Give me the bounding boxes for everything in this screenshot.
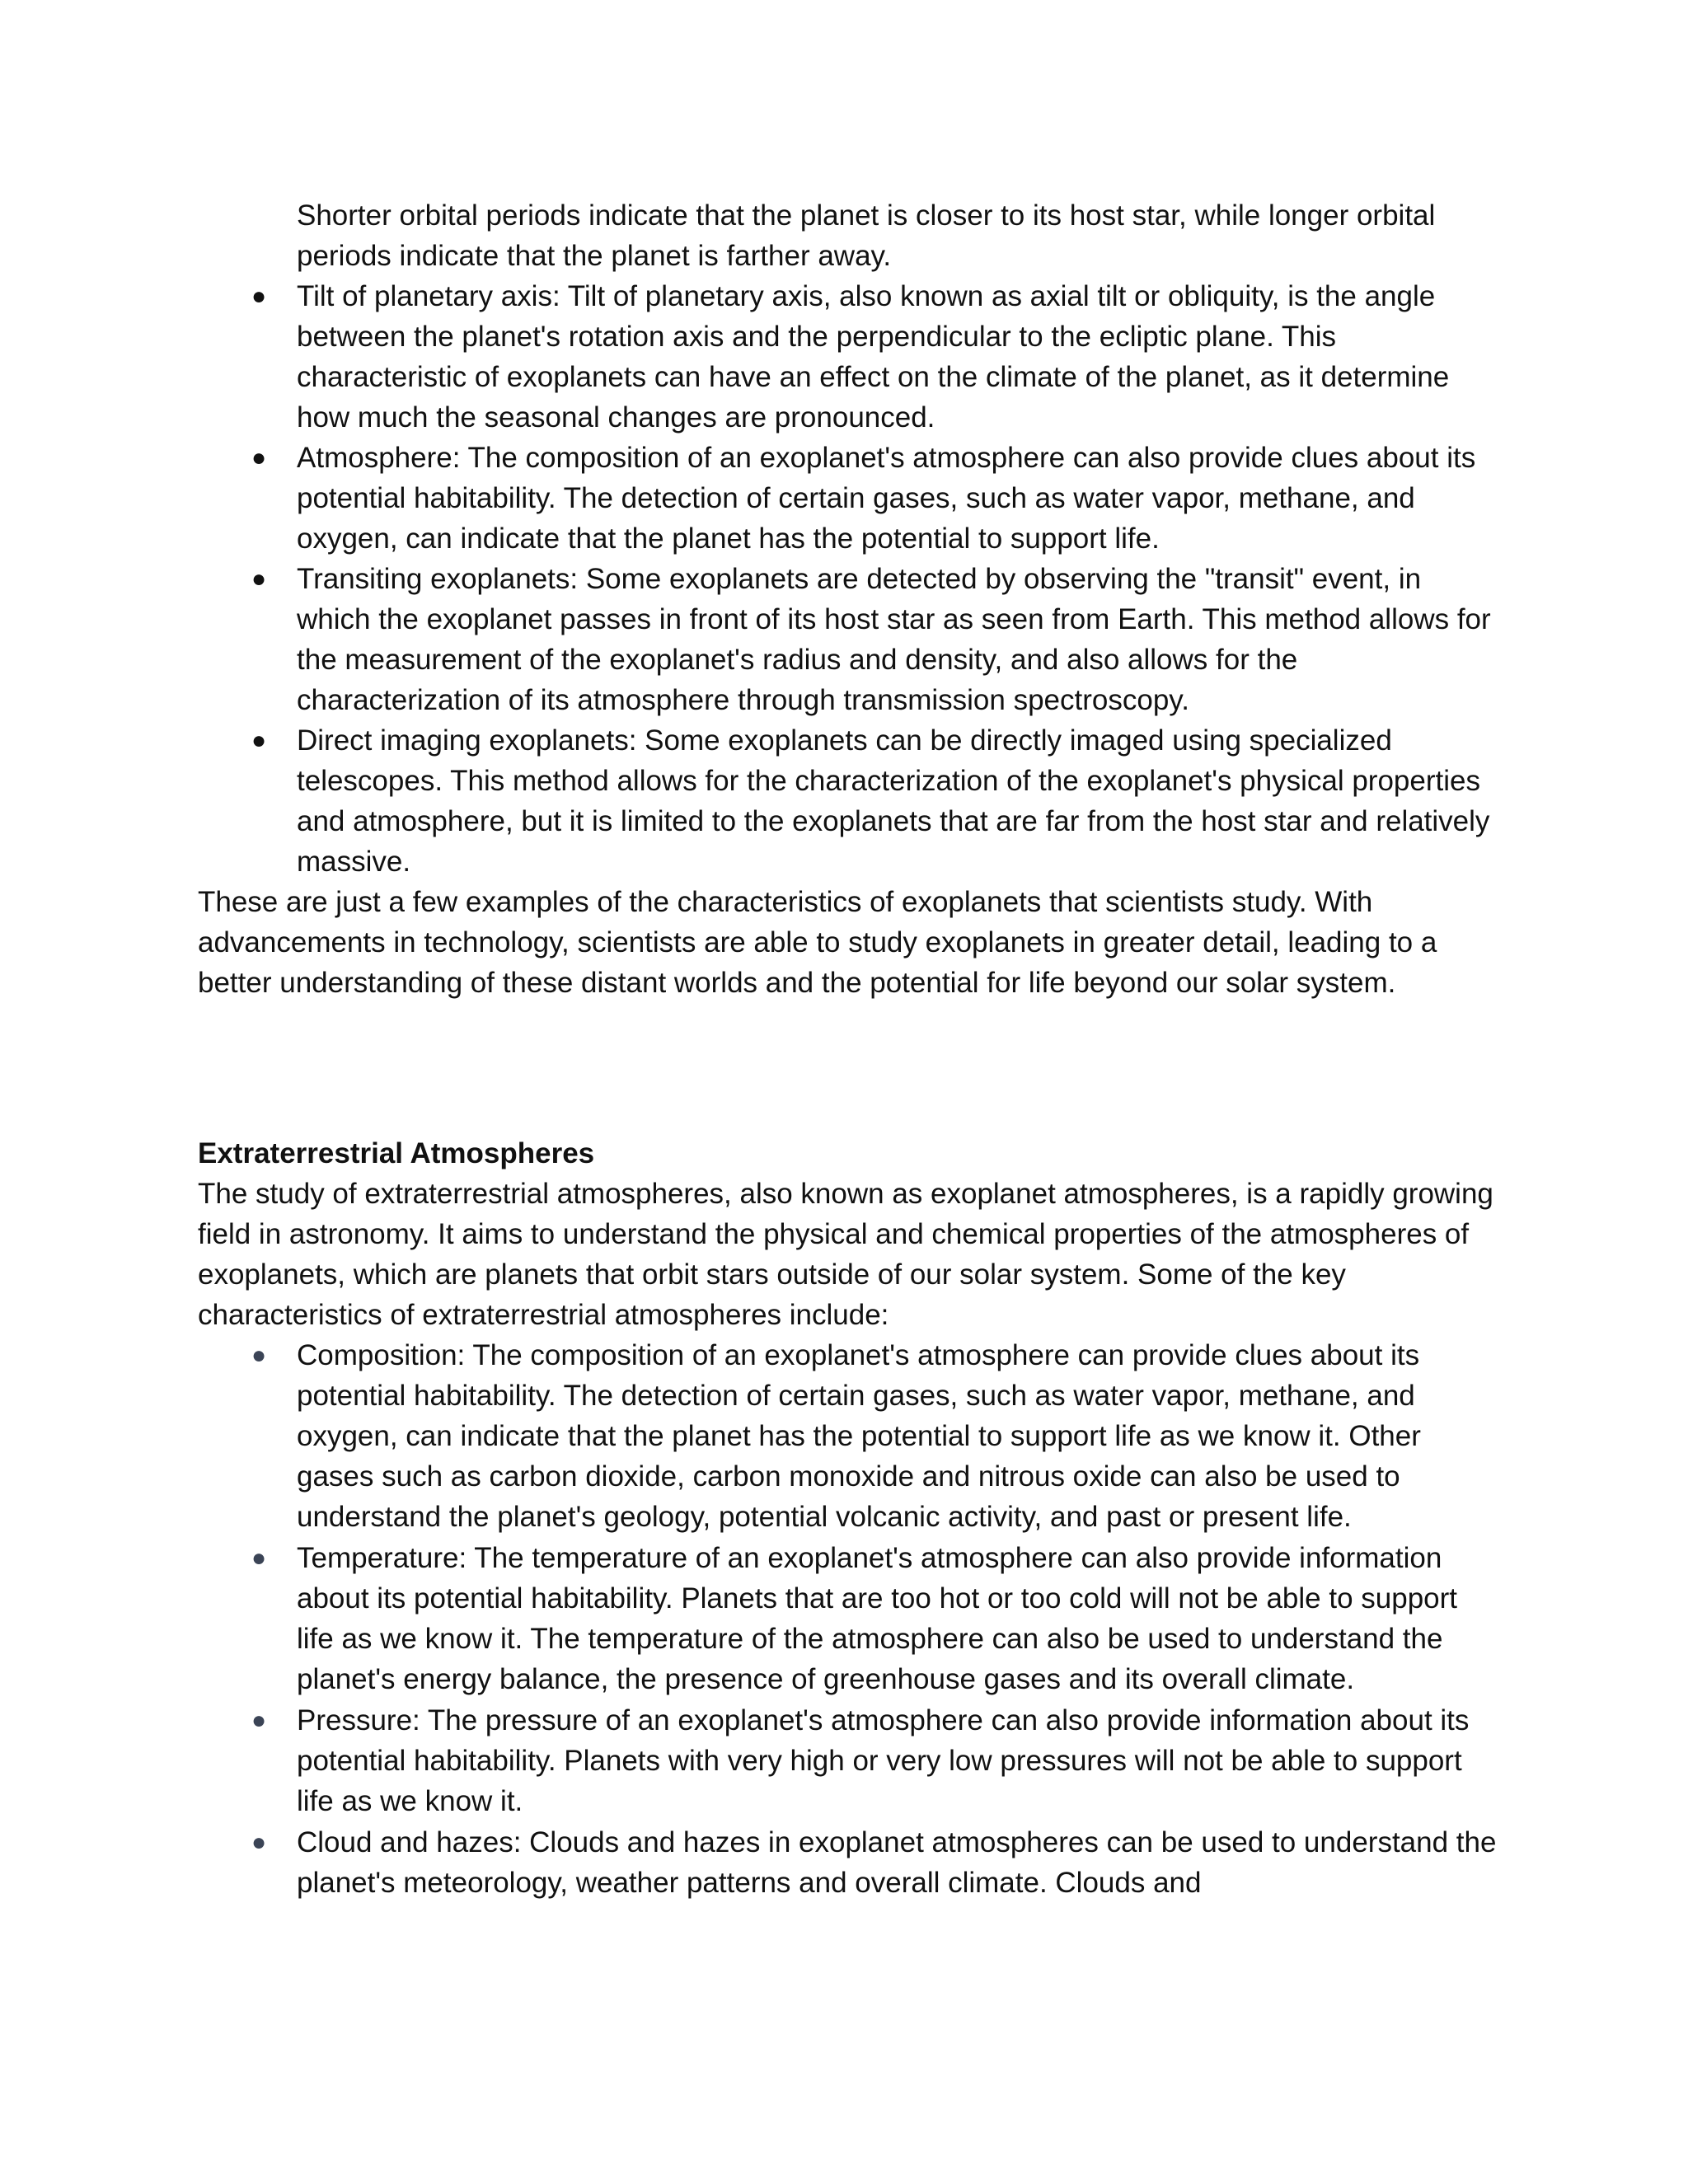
bullet-icon: ●: [251, 565, 267, 593]
exoplanet-characteristics-section: [198, 195, 1500, 1003]
list-item-text: Cloud and hazes: Clouds and hazes in exoplanet atmospheres can be used to understand the planet's meteorology, weather patterns and overall climate. Clouds and: [297, 1826, 1497, 1899]
list-item-text: Direct imaging exoplanets: Some exoplanets can be directly imaged using specialized telescopes. This method allows for the characterization of the exoplanet's physical properties and atmosphere, but it is limited to the exoplanets that are far from the host star and relatively massive.: [297, 724, 1490, 878]
bullet-icon: ●: [251, 727, 267, 754]
list-item: [198, 438, 1500, 559]
list-item-continuation: Shorter orbital periods indicate that the planet is closer to its host star, while longer orbital periods indicate that the planet is farther away.: [297, 199, 1436, 272]
list-item: [198, 1700, 1500, 1821]
list-item: [198, 1538, 1500, 1699]
list-item-text: Atmosphere: The composition of an exoplanet's atmosphere can also provide clues about its potential habitability. The detection of certain gases, such as water vapor, methane, and oxygen, can indicate that the planet has the potential to support life.: [297, 442, 1476, 555]
list-item: [198, 1822, 1500, 1903]
list-item-text: Tilt of planetary axis: Tilt of planetary axis, also known as axial tilt or obliquity, is the angle between the planet's rotation axis and the perpendicular to the ecliptic plane. This characteristic of exoplanets can have an effect on the climate of the planet, as it determine how much the seasonal changes are pronounced.: [297, 280, 1450, 434]
bullet-icon: ●: [251, 444, 267, 471]
extraterrestrial-atmospheres-section: [198, 1133, 1500, 1904]
bullet-icon: ●: [251, 1707, 267, 1734]
bullet-icon: ●: [251, 283, 267, 310]
list-item: [198, 559, 1500, 720]
bullet-icon: ●: [251, 1544, 267, 1572]
list-item-text: Transiting exoplanets: Some exoplanets are detected by observing the "transit" event, in which the exoplanet passes in front of its host star as seen from Earth. This method allows for the measurement of the exoplanet's radius and density, and also allows for the characterization of its atmosphere through transmission spectroscopy.: [297, 563, 1491, 716]
section-heading: Extraterrestrial Atmospheres: [198, 1137, 595, 1169]
summary-paragraph: These are just a few examples of the characteristics of exoplanets that scientists study. With advancements in technology, scientists are able to study exoplanets in greater detail, leading to a better understanding of these distant worlds and the potential for life beyond our solar system.: [198, 886, 1437, 999]
list-item-text: Composition: The composition of an exoplanet's atmosphere can provide clues about its potential habitability. The detection of certain gases, such as water vapor, methane, and oxygen, can indicate that the planet has the potential to support life as we know it. Other gases such as carbon dioxide, carbon monoxide and nitrous oxide can also be used to understand the planet's geology, potential volcanic activity, and past or present life.: [297, 1339, 1421, 1533]
bullet-icon: ●: [251, 1342, 267, 1369]
list-item: [198, 276, 1500, 438]
list-item: [198, 720, 1500, 882]
bullet-icon: ●: [251, 1829, 267, 1856]
characteristics-list: [198, 276, 1500, 882]
list-item-text: Temperature: The temperature of an exoplanet's atmosphere can also provide information about its potential habitability. Planets that are too hot or too cold will not be able to support life as we know it. The temperature of the atmosphere can also be used to understand the planet's energy balance, the presence of greenhouse gases and its overall climate.: [297, 1542, 1458, 1695]
list-item-text: Pressure: The pressure of an exoplanet's atmosphere can also provide information about its potential habitability. Planets with very high or very low pressures will not be able to support life as we know it.: [297, 1704, 1470, 1817]
list-item: [198, 1335, 1500, 1537]
atmosphere-characteristics-list: [198, 1335, 1500, 1903]
intro-paragraph: The study of extraterrestrial atmospheres, also known as exoplanet atmospheres, is a rapidly growing field in astronomy. It aims to understand the physical and chemical properties of the atmospheres of exoplanets, which are planets that orbit stars outside of our solar system. Some of the key characteristics of extraterrestrial atmospheres include:: [198, 1178, 1493, 1331]
